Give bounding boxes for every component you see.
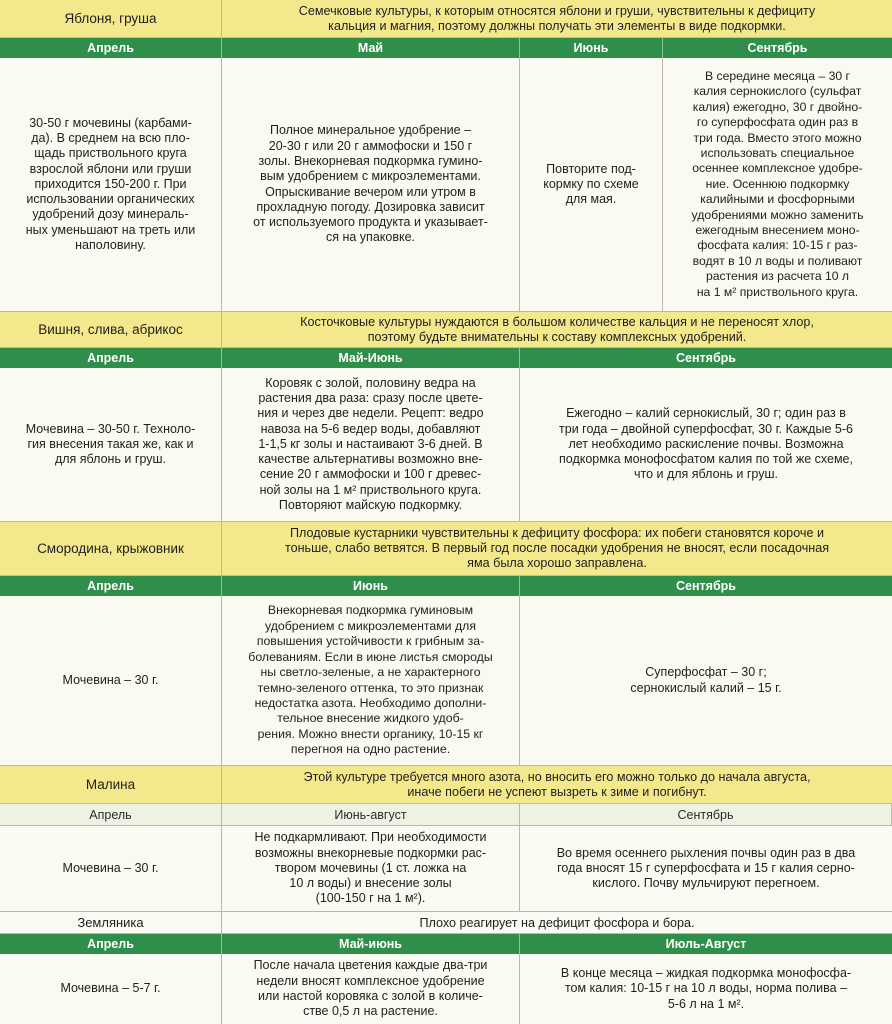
instruction-cell: 30-50 г мочевины (карбами- да). В среднем на всю пло- щадь приствольного круга взрослой яблони или груши приходится 150-200 г. При использовании органических удобрений дозу минераль- ных уменьшают на треть или наполовину.	[0, 58, 222, 311]
crop-note: Плохо реагирует на дефицит фосфора и бора.	[419, 915, 695, 930]
crop-note: Косточковые культуры нуждаются в большом количестве кальция и не переносят хлор, поэтому будьте внимательны к составу комплексных удобрений.	[300, 314, 814, 344]
section-title-row	[0, 912, 892, 934]
instruction-cell: Внекорневая подкормка гуминовым удобрением с микроэлементами для повышения устойчивости к грибным за- болеваниям. Если в июне листья смороды ны светло-зеленые, а не характерного темно-зеленого оттенка, то это признак недостатка азота. Необходимо дополни- тельное внесение жидкого удоб- рения. Можно внести органику, 10-15 кг перегноя на одно растение.	[222, 596, 520, 765]
instruction-cell: Полное минеральное удобрение – 20-30 г или 20 г аммофоски и 150 г золы. Внекорневая подкормка гумино- вым удобрением с микроэлементами. Опрыскивание вечером или утром в прохладную погоду. Дозировка зависит от используемого продукта и указывает- ся на упаковке.	[222, 58, 520, 311]
section-title-row	[0, 312, 892, 348]
instruction-cell: Повторите под- кормку по схеме для мая.	[520, 58, 663, 311]
instruction-cell: Мочевина – 30-50 г. Техноло- гия внесения такая же, как и для яблонь и груш.	[0, 368, 222, 521]
instruction-cell: В конце месяца – жидкая подкормка монофосфа- том калия: 10-15 г на 10 л воды, норма полива – 5-6 л на 1 м².	[560, 966, 852, 1011]
month-header: Июнь-август	[222, 804, 520, 825]
instructions-row	[0, 954, 892, 1024]
instructions-row	[0, 596, 892, 766]
month-header-row	[0, 934, 892, 954]
month-header: Июль-Август	[665, 937, 747, 951]
crop-name: Земляника	[0, 912, 222, 933]
month-header: Сентябрь	[747, 41, 808, 55]
instructions-row	[0, 58, 892, 312]
month-header: Сентябрь	[676, 351, 736, 365]
month-header: Май-июнь	[222, 934, 520, 954]
instruction-cell: Во время осеннего рыхления почвы один раз в два года вносят 15 г суперфосфата и 15 г калия серно- кислого. Почву мульчируют перегноем.	[556, 845, 856, 891]
month-header: Июнь	[222, 576, 520, 596]
crop-name: Малина	[0, 766, 222, 803]
month-header: Май	[222, 38, 520, 58]
section-title-row	[0, 0, 892, 38]
instruction-cell: Ежегодно – калий сернокислый, 30 г; один раз в три года – двойной суперфосфат, 30 г. Каждые 5-6 лет необходимо раскисление почвы. Возможна подкормка монофосфатом калия по той же схеме, что и для яблонь и груш.	[559, 406, 853, 482]
month-header: Сентябрь	[520, 804, 892, 825]
crop-note: Семечковые культуры, к которым относятся яблони и груши, чувствительны к дефициту кальция и магния, поэтому должны получать эти элементы в виде подкормки.	[298, 3, 816, 33]
month-header: Апрель	[0, 934, 222, 954]
crop-name: Яблоня, груша	[0, 0, 222, 37]
crop-name: Вишня, слива, абрикос	[0, 312, 222, 347]
month-header: Июнь	[520, 38, 663, 58]
crop-note: Плодовые кустарники чувствительны к дефициту фосфора: их побеги становятся короче и тоньше, слабо ветвятся. В первый год после посадки удобрения не вносят, если посадочная яма была хорошо заправлена.	[284, 526, 830, 570]
crop-note: Этой культуре требуется много азота, но вносить его можно только до начала августа, иначе побеги не успеют вызреть к зиме и погибнут.	[303, 769, 811, 799]
instruction-cell: После начала цветения каждые два-три недели вносят комплексное удобрение или настой коровяка с золой в количе- стве 0,5 л на растение.	[222, 954, 520, 1024]
month-header-row	[0, 38, 892, 58]
month-header-row	[0, 576, 892, 596]
instructions-row	[0, 826, 892, 912]
month-header: Сентябрь	[676, 579, 736, 593]
instruction-cell: Суперфосфат – 30 г; сернокислый калий – 15 г.	[630, 665, 782, 695]
instruction-cell: Коровяк с золой, половину ведра на растения два раза: сразу после цвете- ния и через две недели. Рецепт: ведро навоза на 5-6 ведер воды, добавляют 1-1,5 кг золы и настаивают 3-6 дней. В качестве альтернативы возможно вне- сение 20 г аммофоски и 100 г древес- ной золы на 1 м² приствольного круга. Повторяют майскую подкормку.	[222, 368, 520, 521]
instruction-cell: В середине месяца – 30 г калия сернокислого (сульфат калия) ежегодно, 30 г двойно- го суперфосфата один раз в три года. Вместо этого можно использовать специальное осеннее комплексное удобре- ние. Осеннюю подкормку калийными и фосфорными удобрениями можно заменить ежегодным внесением моно- фосфата калия: 10-15 г раз- водят в 10 л воды и поливают растения из расчета 10 л на 1 м² приствольного круга.	[691, 68, 864, 299]
instruction-cell: Мочевина – 30 г.	[0, 826, 222, 911]
instructions-row	[0, 368, 892, 522]
month-header: Апрель	[0, 576, 222, 596]
section-title-row	[0, 522, 892, 576]
section-title-row	[0, 766, 892, 804]
month-header-row	[0, 348, 892, 368]
month-header: Май-Июнь	[222, 348, 520, 368]
instruction-cell: Не подкармливают. При необходимости возможны внекорневые подкормки рас- твором мочевины (1 ст. ложка на 10 л воды) и внесение золы (100-150 г на 1 м²).	[222, 826, 520, 911]
crop-name: Смородина, крыжовник	[0, 522, 222, 575]
instruction-cell: Мочевина – 5-7 г.	[0, 954, 222, 1024]
instruction-cell: Мочевина – 30 г.	[0, 596, 222, 765]
month-header: Апрель	[0, 804, 222, 825]
month-header-row	[0, 804, 892, 826]
month-header: Апрель	[0, 348, 222, 368]
month-header: Апрель	[0, 38, 222, 58]
